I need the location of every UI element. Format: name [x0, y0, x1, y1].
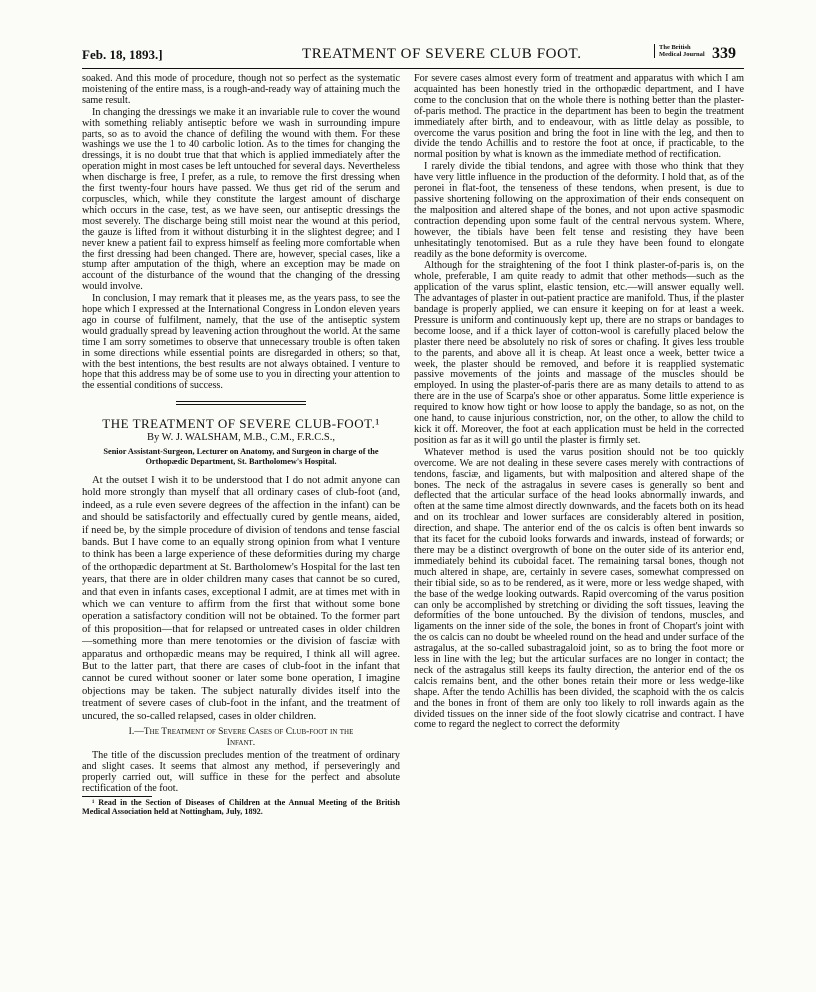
running-title: TREATMENT OF SEVERE CLUB FOOT.	[302, 46, 582, 62]
journal-name	[654, 44, 705, 58]
journal-name-line1: The British	[659, 44, 691, 51]
journal-name-line2: Medical Journal	[659, 51, 705, 58]
section-heading-line1: I.—The Treatment of Severe Cases of Club-foot in the	[128, 726, 354, 738]
paragraph: I rarely divide the tibial tendons, and agree with those who think that they have very little influence in the production of the deformity. I hold that, as of the peronei in flat-foot, the tenseness of these tendons, when present, is due to passive shortening following on the approximation of their ends consequent on the malposition and altered shape of the bones, and not upon active spasmodic contraction depending upon some fault of the central nervous system. Where, however, the tibials have been felt tense and resisting they have been unhesitatingly tenotomised. But as a rule they have been found to elongate readily as the bone deformity is overcome.	[414, 161, 744, 260]
paragraph: soaked. And this mode of procedure, though not so perfect as the systematic moistening of the entire mass, is a rough-and-ready way of attaining much the same result.	[82, 73, 400, 106]
left-column	[82, 74, 400, 817]
paragraph: In conclusion, I may remark that it pleases me, as the years pass, to see the hope which I expressed at the International Congress in London eleven years ago in course of fulfilment, namely, that the use of the antiseptic system would gradually spread by leavening action throughout the world. At the same time I am sorry sometimes to observe that unnecessary trouble is often taken in some directions while essential points are disregarded in others; so that, with the best intentions, the best results are not always obtained. I venture to hope that this address may be of some use to you in directing your attention to the essential conditions of success.	[82, 293, 400, 392]
footnote-rule	[82, 796, 152, 797]
footnote: ¹ Read in the Section of Diseases of Children at the Annual Meeting of the British Medical Association held at Nottingham, July, 1892.	[82, 797, 400, 816]
paragraph: At the outset I wish it to be understood that I do not admit anyone can hold more strongly than myself that all ordinary cases of club-foot (and, indeed, as a rule even severe degrees of the affection in the infant) can be and should be satisfactorily and effectually cured by gentle means, aided, if need be, by the simple procedure of division of tendons and tense fascial bands. But I have come to an equally strong opinion from what I venture to think has been a large experience of these deformities during my charge of the orthopædic department at St. Bartholomew's Hospital for the last ten years, that there are in older children many cases that cannot be so cured, and that even in infants cases, exceptional I admit, are at times met with in which we can venture to affirm from the first that without some bone operation a satisfactory condition will not be obtained. To the former part of this proposition—that for relapsed or untreated cases in older children—something more than mere tenotomies or the division of fasciæ with apparatus and orthopædic means may be required, I think all will agree. But to the latter part, that there are cases of club-foot in the infant that cannot be cured without sooner or later some bone operation, I imagine objections may be taken. The subject naturally divides itself into the treatment of severe cases of club-foot in the infant, and the treatment of uncured, the so-called relapsed, cases in older children.	[82, 474, 400, 722]
paragraph: Whatever method is used the varus position should not be too quickly overcome. We are not dealing in these severe cases merely with contractions of tendons, fasciæ, and ligaments, but with malposition and altered shape of the bones. The neck of the astragalus in severe cases is generally so bent and deflected that the articular surface of the head looks abnormally inwards, and often at the same time almost directly downwards, and the facets both on its head and on its trochlear and lower surfaces are considerably altered in position, direction, and shape. The anterior end of the os calcis is often bent inwards so that its facet for the cuboid looks forwards and inwards, instead of forwards; or there may be a distinct overgrowth of bone on the outer side of its anterior end, immediately behind its cuboidal facet. The remaining tarsal bones, though not much altered in shape, are, certainly in severe cases, somewhat compressed on their tibial side, so as to be rendered, as it were, more or less wedge shaped, with the base of the wedge looking outwards. Rapid overcoming of the varus position can only be accomplished by stretching or dividing the soft tissues, leaving the deformities of the bone untouched. By the division of tendons, muscles, and ligaments on the inner side of the sole, the bones in front of Chopart's joint with the os calcis can no doubt be wheeled round on the head and under surface of the astragalus, at the so-called subastragaloid joint, so as to bring the foot more or less in line with the leg; but the articular surfaces are no longer in contact; the neck of the astragalus still keeps its faulty direction, the anterior end of the os calcis remains bent, and the other bones retain their more or less wedge-like shape. After the tendo Achillis has been divided, the scaphoid with the os calcis and the bones in front of them are only too likely to roll inwards again as the divided tissues on the inner side of the foot slowly cicatrise and contract. I have come to regard the neglect to correct the deformity	[414, 446, 744, 731]
header-rule	[82, 68, 744, 69]
section-heading-line2: Infant.	[226, 736, 256, 748]
paragraph: The title of the discussion precludes mention of the treatment of ordinary and slight cases. It seems that almost any method, if perseveringly and properly carried out, will suffice in these for the perfect and absolute rectification of the foot.	[82, 750, 400, 794]
paragraph: Although for the straightening of the foot I think plaster-of-paris is, on the whole, preferable, I am quite ready to admit that other methods—such as the application of the varus splint, elastic tension, etc.—will answer equally well. The advantages of plaster in out-patient practice are manifold. Thus, if the plaster bandage is properly applied, we can ensure it keeping on for at least a week. Pressure is uniform and continuously kept up, there are no straps or bandages to become loose, and if a thick layer of cotton-wool is carefully placed below the plaster there need be absolutely no risk of sores or chafing. It gives less trouble to the parents, and above all it is cheap. At least once a week, better twice a week, the plaster should be removed, and before it is reapplied systematic passive movements of the joints and massage of the muscles should be employed. In using the plaster-of-paris there are as many details to attend to as there are in the use of Scarpa's shoe or other apparatus. Some little experience is required to know how tight or how loose to apply the bandage, so as not, on the one hand, to cause injurious constriction, nor, on the other, to allow the child to kick it off. Moreover, the foot at each application must be held in the corrected position as far as it will go until the plaster is firmly set.	[414, 260, 744, 446]
running-header	[82, 44, 742, 68]
page-number: 339	[712, 45, 736, 62]
article-intro	[82, 475, 400, 723]
section-heading	[82, 727, 400, 748]
paragraph: In changing the dressings we make it an invariable rule to cover the wound with something reliably antiseptic before we wash in surrounding impure parts, so as to avoid the chance of defiling the wound with them. For these washings we use the 1 to 40 carbolic lotion. As to the times for changing the dressings, it is no doubt true that that which is applied immediately after the operation might in most cases be left untouched for several days. Nevertheless when discharge is free, I prefer, as a rule, to remove the first dressing when the first twenty-four hours have passed. We thus get rid of the serum and corpuscles, which, while they constitute the largest amount of discharge which occurs in the case, test, as we have seen, our antiseptic dressings the most severely. The discharge being still moist near the wound at this period, the gauze is lifted from it without disturbing it in the slightest degree; and I never knew a patient fail to express himself as feeling more comfortable when the first dressing had been changed. There are, however, special cases, like a stump after amputation of the thigh, where an exception may be made on account of the disturbance of the wound that the changing of the dressing would involve.	[82, 106, 400, 293]
paragraph: For severe cases almost every form of treatment and apparatus with which I am acquainted has been honestly tried in the orthopædic department, and I have come to the conclusion that on the whole there is nothing better than the plaster-of-paris method. The practice in the department has been to begin the treatment immediately after birth, and to endeavour, with as little delay as possible, to overcome the varus position and bring the foot in line with the leg, and then to divide the tendo Achillis and to restore the foot at once, if practicable, to the normal position by what is known as the immediate method of rectification.	[414, 73, 744, 161]
right-column	[414, 74, 744, 732]
article-divider	[176, 401, 306, 405]
author-byline: By W. J. WALSHAM, M.B., C.M., F.R.C.S.,	[146, 432, 335, 444]
author-affiliation: Senior Assistant-Surgeon, Lecturer on Anatomy, and Surgeon in charge of the Orthopædic Department, St. Bartholomew's Hospital.	[103, 447, 379, 466]
article-title: THE TREATMENT OF SEVERE CLUB-FOOT.¹	[102, 416, 380, 432]
issue-date: Feb. 18, 1893.]	[82, 47, 163, 62]
